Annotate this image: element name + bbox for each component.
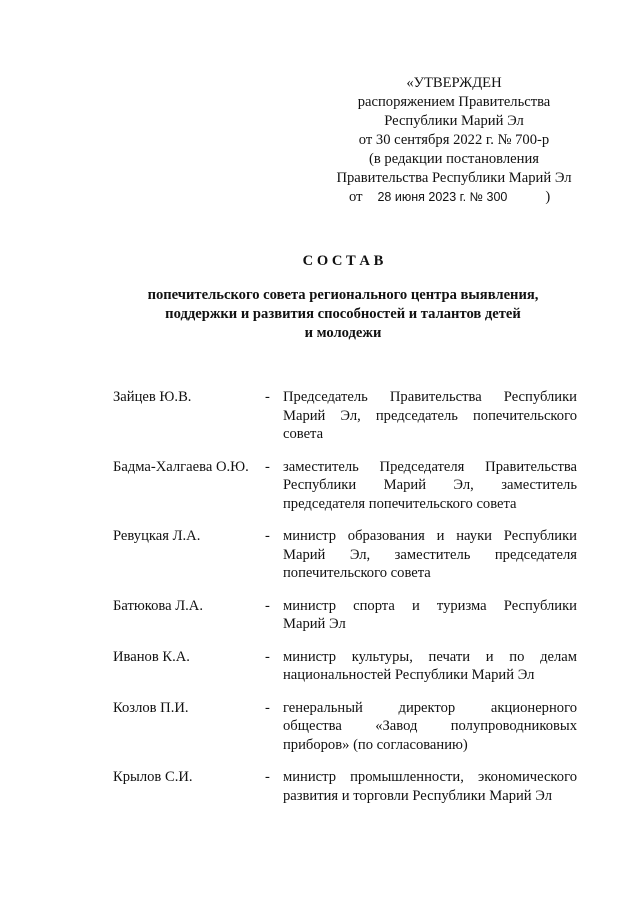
member-row xyxy=(113,648,577,685)
members-list xyxy=(113,388,577,819)
member-name: Ревуцкая Л.А. xyxy=(113,528,201,544)
member-dash: - xyxy=(265,458,270,475)
member-position-line: генеральный директор акционерного xyxy=(283,699,577,716)
subtitle-line: и молодежи xyxy=(304,325,382,341)
member-row xyxy=(113,597,577,634)
member-position-line: председателя попечительского совета xyxy=(283,495,517,512)
subtitle-line: поддержки и развития способностей и талантов детей xyxy=(165,306,521,322)
member-name: Иванов К.А. xyxy=(113,648,190,665)
member-position xyxy=(283,699,577,755)
approval-line: «УТВЕРЖДЕН xyxy=(406,75,502,91)
member-dash: - xyxy=(265,769,270,785)
member-row xyxy=(113,458,577,514)
member-name: Крылов С.И. xyxy=(113,769,193,785)
member-name: Батюкова Л.А. xyxy=(113,597,203,614)
member-position-line: Марий Эл xyxy=(283,616,346,632)
member-dash: - xyxy=(265,699,270,716)
member-name: Зайцев Ю.В. xyxy=(113,389,192,405)
document-title: С О С Т А В xyxy=(302,253,384,269)
member-row xyxy=(113,768,577,805)
member-position-line: министр промышленности, экономического xyxy=(283,769,577,785)
member-position-line: попечительского совета xyxy=(283,565,431,581)
member-position xyxy=(283,597,577,634)
approval-stamp xyxy=(334,74,574,207)
member-position-line: приборов» (по согласованию) xyxy=(283,736,468,753)
member-position-line: Председатель Правительства Республики xyxy=(283,389,577,405)
member-dash: - xyxy=(265,648,270,665)
amendment-date-prefix: от xyxy=(349,189,363,205)
member-position-line: Марий Эл, заместитель председателя xyxy=(283,546,577,563)
member-position xyxy=(283,388,577,444)
member-dash: - xyxy=(265,389,270,405)
approval-line: (в редакции постановления xyxy=(369,151,539,167)
member-position-line: Республики Марий Эл, заместитель xyxy=(283,477,577,493)
member-position xyxy=(283,648,577,685)
member-position xyxy=(283,768,577,805)
member-position-line: министр культуры, печати и по делам xyxy=(283,648,577,665)
amendment-date-line xyxy=(334,188,574,207)
approval-line: Правительства Республики Марий Эл xyxy=(336,170,572,186)
member-position-line: Марий Эл, председатель попечительского xyxy=(283,407,577,424)
amendment-date-value: 28 июня 2023 г. № 300 xyxy=(377,190,508,204)
subtitle-line: попечительского совета регионального центра выявления, xyxy=(147,287,539,303)
member-name: Бадма-Халгаева О.Ю. xyxy=(113,458,249,475)
member-position-line: министр спорта и туризма Республики xyxy=(283,597,577,614)
member-position-line: министр образования и науки Республики xyxy=(283,528,577,544)
member-row xyxy=(113,388,577,444)
member-position-line: общества «Завод полупроводниковых xyxy=(283,718,577,734)
member-position-line: заместитель Председателя Правительства xyxy=(283,458,577,475)
member-position-line: развития и торговли Республики Марий Эл xyxy=(283,787,552,804)
member-position xyxy=(283,527,577,583)
document-subtitle xyxy=(93,286,593,343)
member-position-line: совета xyxy=(283,426,324,442)
approval-line: Республики Марий Эл xyxy=(384,113,524,129)
member-row xyxy=(113,527,577,583)
member-name: Козлов П.И. xyxy=(113,699,189,716)
member-position-line: национальностей Республики Марий Эл xyxy=(283,667,535,683)
approval-line: распоряжением Правительства xyxy=(357,94,551,110)
member-position xyxy=(283,458,577,514)
member-dash: - xyxy=(265,528,270,544)
member-row xyxy=(113,699,577,755)
amendment-date-suffix: ) xyxy=(545,189,551,205)
approval-line: от 30 сентября 2022 г. № 700-р xyxy=(358,132,550,148)
member-dash: - xyxy=(265,597,270,614)
